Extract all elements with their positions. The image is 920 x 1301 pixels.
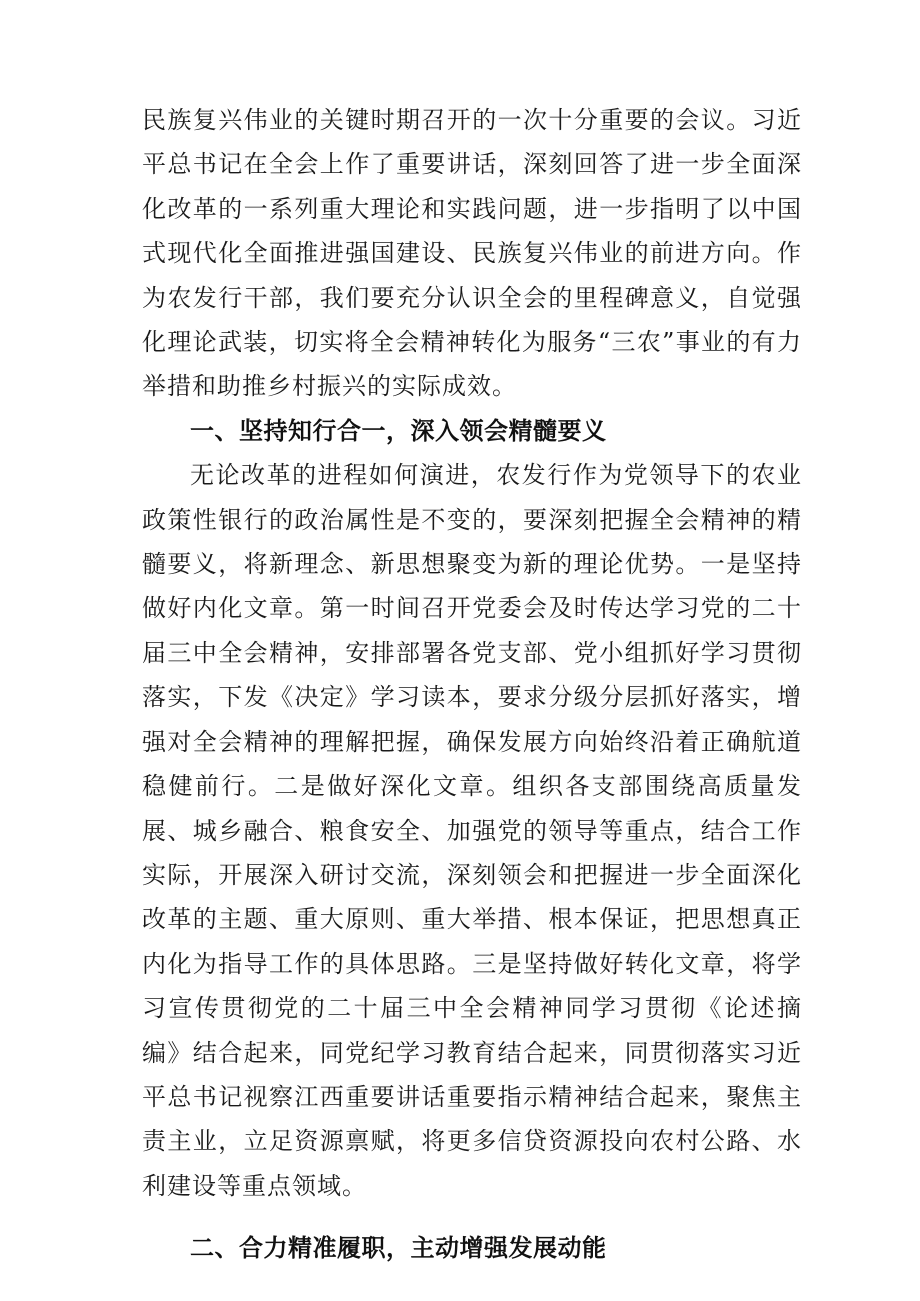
- section-heading-2: 二、合力精准履职，主动增强发展动能: [190, 1234, 607, 1263]
- section-heading-1: 一、坚持知行合一，深入领会精髓要义: [190, 416, 607, 445]
- document-body: [142, 98, 802, 1271]
- paragraph-intro-continued: 民族复兴伟业的关键时期召开的一次十分重要的会议。习近平总书记在全会上作了重要讲话，深刻回答了进一步全面深化改革的一系列重大理论和实践问题，进一步指明了以中国式现代化全面推进强国建设、民族复兴伟业的前进方向。作为农发行干部，我们要充分认识全会的里程碑意义，自觉强化理论武装，切实将全会精神转化为服务“三农”事业的有力举措和助推乡村振兴的实际成效。: [142, 106, 802, 401]
- paragraph-section-1: 无论改革的进程如何演进，农发行作为党领导下的农业政策性银行的政治属性是不变的，要深刻把握全会精神的精髓要义，将新理念、新思想聚变为新的理论优势。一是坚持做好内化文章。第一时间召开党委会及时传达学习党的二十届三中全会精神，安排部署各党支部、党小组抓好学习贯彻落实，下发《决定》学习读本，要求分级分层抓好落实，增强对全会精神的理解把握，确保发展方向始终沿着正确航道稳健前行。二是做好深化文章。组织各支部围绕高质量发展、城乡融合、粮食安全、加强党的领导等重点，结合工作实际，开展深入研讨交流，深刻领会和把握进一步全面深化改革的主题、重大原则、重大举措、根本保证，把思想真正内化为指导工作的具体思路。三是坚持做好转化文章，将学习宣传贯彻党的二十届三中全会精神同学习贯彻《论述摘编》结合起来，同党纪学习教育结合起来，同贯彻落实习近平总书记视察江西重要讲话重要指示精神结合起来，聚焦主责主业，立足资源禀赋，将更多信贷资源投向农村公路、水利建设等重点领域。: [142, 461, 802, 1200]
